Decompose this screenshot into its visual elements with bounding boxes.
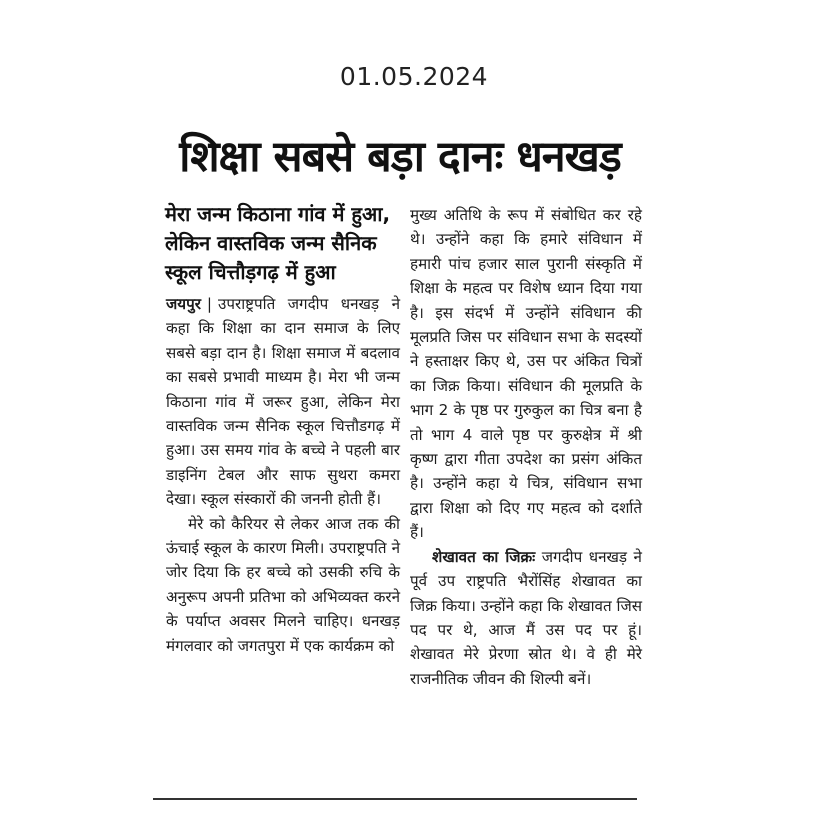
- paragraph-1: [166, 292, 400, 512]
- article-column-right: [410, 203, 642, 691]
- bottom-divider: [153, 798, 637, 800]
- article-column-left: [166, 292, 400, 658]
- dateline: जयपुर: [166, 295, 201, 313]
- section-subheading: शेखावत का जिक्रः: [432, 547, 536, 566]
- paragraph-1-text: उपराष्ट्रपति जगदीप धनखड़ ने कहा कि शिक्षा का दान समाज के लिए सबसे बड़ा दान है। शिक्षा समाज में बदलाव का सबसे प्रभावी माध्यम है। मेरा भी जन्म किठाना गांव में जरूर हुआ, लेकिन मेरा वास्तविक जन्म सैनिक स्कूल चित्तौडगढ़ में हुआ। उस समय गांव के बच्चे ने पहली बार डाइनिंग टेबल और साफ सुथरा कमरा देखा। स्कूल संस्कारों की जननी होती हैं।: [166, 295, 400, 509]
- publication-date: 01.05.2024: [339, 62, 489, 91]
- subheadline: मेरा जन्म किठाना गांव में हुआ, लेकिन वास्तविक जन्म सैनिक स्कूल चित्तौड़गढ़ में हुआ: [165, 202, 391, 284]
- paragraph-3: मुख्य अतिथि के रूप में संबोधित कर रहे थे। उन्होंने कहा कि हमारे संविधान में हमारी पांच हजार साल पुरानी संस्कृति में शिक्षा के महत्व पर विशेष ध्यान दिया गया है। इस संदर्भ में उन्होंने संविधान की मूलप्रति जिस पर संविधान सभा के सदस्यों ने हस्ताक्षर किए थे, उस पर अंकित चित्रों का जिक्र किया। संविधान की मूलप्रति के भाग 2 के पृष्ठ पर गुरुकुल का चित्र बना है तो भाग 4 वाले पृष्ठ पर कुरुक्षेत्र में श्री कृष्ण द्वारा गीता उपदेश का प्रसंग अंकित है। उन्होंने कहा ये चित्र, संविधान सभा द्वारा शिक्षा को दिए गए महत्व को दर्शाते हैं।: [410, 206, 642, 542]
- paragraph-2: मेरे को कैरियर से लेकर आज तक की ऊंचाई स्कूल के कारण मिली। उपराष्ट्रपति ने जोर दिया कि हर बच्चे को उसकी रुचि के अनुरूप अपनी प्रतिभा को अभिव्यक्त करने के पर्याप्त अवसर मिलने चाहिए। धनखड़ मंगलवार को जगतपुरा में एक कार्यक्रम को: [166, 514, 400, 655]
- headline: शिक्षा सबसे बड़ा दानः धनखड़: [179, 132, 621, 182]
- paragraph-4-text: जगदीप धनखड़ ने पूर्व उप राष्ट्रपति भैरोंसिंह शेखावत का जिक्र किया। उन्होंने कहा कि शेखावत जिस पद पर थे, आज मैं उस पद पर हूं। शेखावत मेरे प्रेरणा स्रोत थे। वे ही मेरे राजनीतिक जीवन की शिल्पी बनें।: [410, 547, 642, 688]
- paragraph-4: [410, 545, 642, 691]
- dateline-separator: |: [206, 295, 213, 313]
